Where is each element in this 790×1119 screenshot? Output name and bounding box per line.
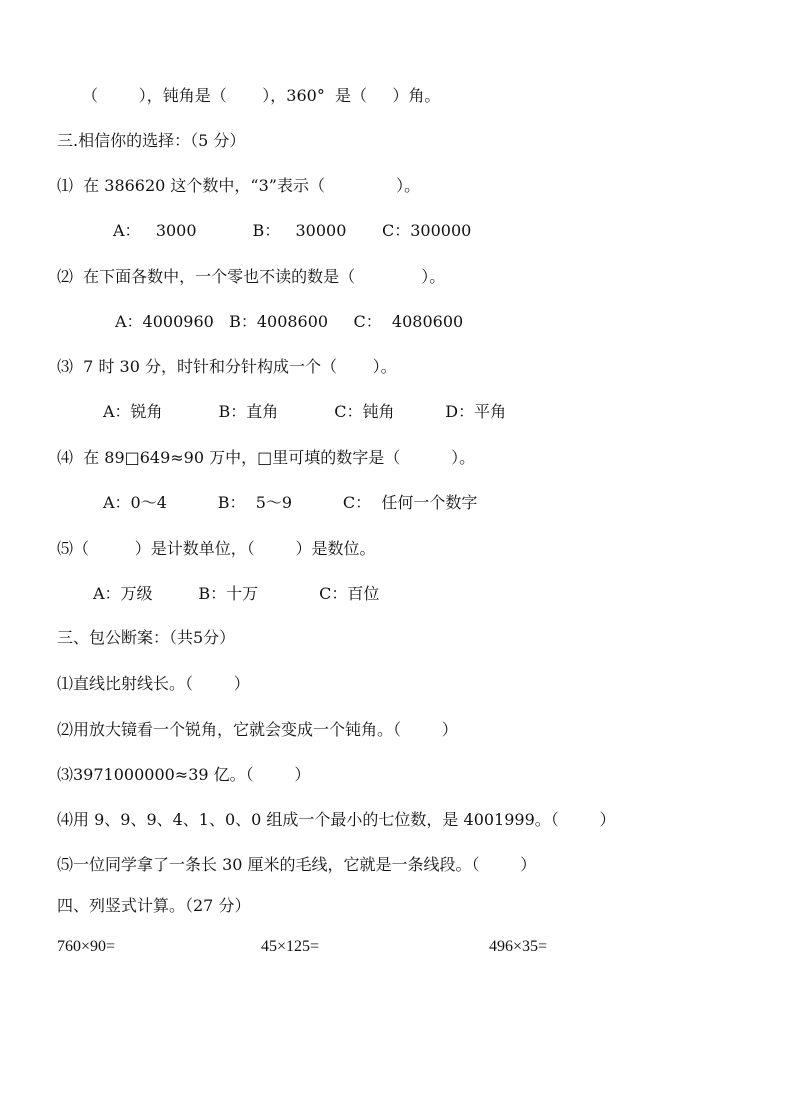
choice-question-3-options: A：锐角 B：直角 C：钝角 D：平角 bbox=[103, 402, 507, 421]
section-vertical-calc-title: 四、列竖式计算。（27 分） bbox=[57, 896, 251, 915]
judge-question-3: ⑶3971000000≈39 亿。（ ） bbox=[57, 765, 311, 784]
choice-question-2-options: A：4000960 B：4008600 C： 4080600 bbox=[115, 312, 464, 331]
judge-question-1: ⑴直线比射线长。（ ） bbox=[57, 674, 250, 693]
calc-problem-2: 45×125= bbox=[261, 938, 320, 955]
section-judge-title: 三、包公断案：（共5分） bbox=[57, 628, 236, 647]
choice-question-5-options: A：万级 B：十万 C：百位 bbox=[93, 584, 380, 603]
judge-question-4: ⑷用 9、9、9、4、1、0、0 组成一个最小的七位数，是 4001999。（ ） bbox=[57, 810, 616, 829]
judge-question-5: ⑸一位同学拿了一条长 30 厘米的毛线，它就是一条线段。（ ） bbox=[57, 855, 537, 874]
calc-problem-1: 760×90= bbox=[57, 938, 116, 955]
continued-question-line: （ ），钝角是（ ），360° 是（ ）角。 bbox=[82, 86, 441, 105]
choice-question-4-options: A：0～4 B： 5～9 C： 任何一个数字 bbox=[103, 493, 478, 512]
section-choice-title: 三.相信你的选择：（5 分） bbox=[57, 131, 246, 150]
choice-question-2: ⑵ 在下面各数中，一个零也不读的数是（ ）。 bbox=[57, 267, 446, 286]
choice-question-5: ⑸（ ）是计数单位，（ ）是数位。 bbox=[57, 539, 376, 558]
choice-question-3: ⑶ 7 时 30 分，时针和分针构成一个（ ）。 bbox=[57, 357, 397, 376]
choice-question-4: ⑷ 在 89□649≈90 万中，□里可填的数字是（ ）。 bbox=[57, 448, 476, 467]
choice-question-1-options: A： 3000 B： 30000 C：300000 bbox=[113, 221, 472, 240]
judge-question-2: ⑵用放大镜看一个锐角，它就会变成一个钝角。（ ） bbox=[57, 720, 458, 739]
calc-problem-3: 496×35= bbox=[489, 938, 548, 955]
choice-question-1: ⑴ 在 386620 这个数中，“3”表示（ ）。 bbox=[57, 176, 421, 195]
